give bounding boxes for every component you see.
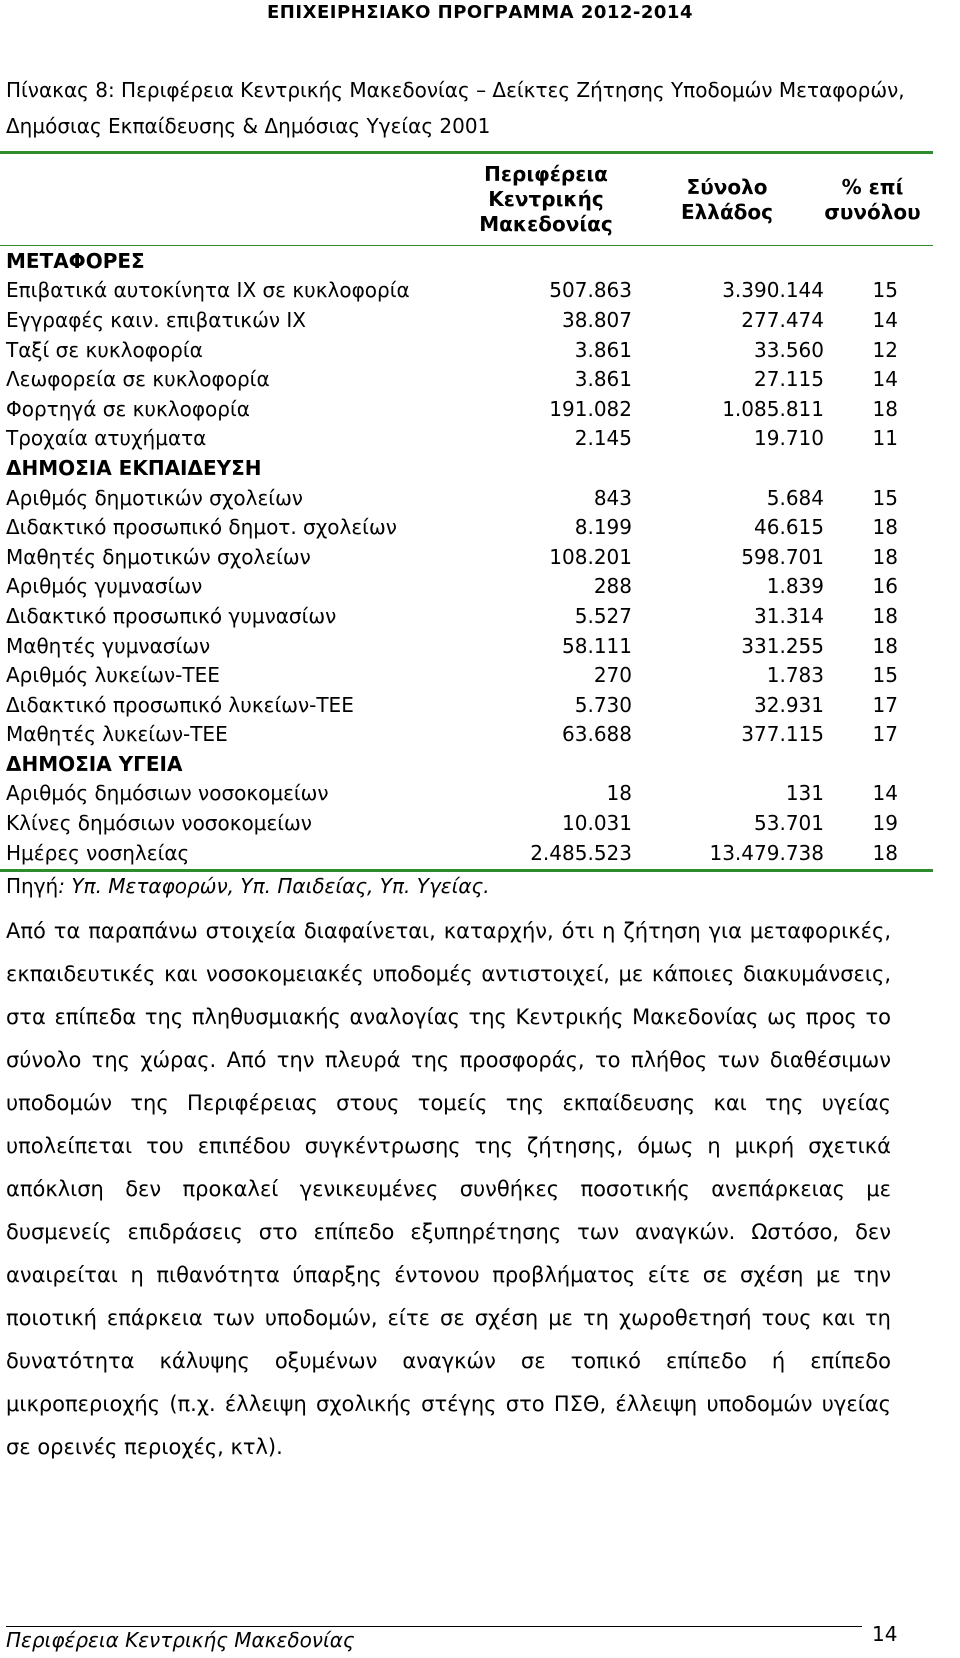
row-label: Μαθητές δημοτικών σχολείων — [6, 544, 311, 569]
cell-percent-value: 14 — [872, 367, 898, 392]
table-header-row — [0, 154, 933, 245]
cell-greece-value: 27.115 — [754, 367, 824, 392]
cell-percent-value: 14 — [872, 307, 898, 332]
footer-title: Περιφέρεια Κεντρικής Μακεδονίας — [6, 1628, 355, 1652]
footer-rule — [6, 1626, 862, 1627]
row-label: Ταξί σε κυκλοφορία — [6, 337, 203, 362]
cell-percent-value: 18 — [872, 603, 898, 628]
column-header-percent: % επί συνόλου — [824, 174, 921, 224]
cell-greece-value: 1.085.811 — [722, 396, 824, 421]
section-row — [0, 246, 933, 276]
cell-percent-value: 11 — [872, 426, 898, 451]
cell-region-value: 843 — [593, 485, 632, 510]
cell-percent-value: 17 — [872, 692, 898, 717]
section-label: ΔΗΜΟΣΙΑ ΥΓΕΙΑ — [6, 751, 183, 776]
table-row — [0, 808, 933, 838]
section-label: ΜΕΤΑΦΟΡΕΣ — [6, 248, 145, 273]
cell-greece-value: 5.684 — [766, 485, 824, 510]
table-row — [0, 276, 933, 306]
section-label: ΔΗΜΟΣΙΑ ΕΚΠΑΙΔΕΥΣΗ — [6, 455, 262, 480]
cell-percent-value: 19 — [872, 811, 898, 836]
row-label: Διδακτικό προσωπικό λυκείων-ΤΕΕ — [6, 692, 354, 717]
column-header-greece: Σύνολο Ελλάδος — [680, 174, 774, 224]
row-label: Αριθμός δημόσιων νοσοκομείων — [6, 781, 329, 806]
cell-greece-value: 277.474 — [741, 307, 824, 332]
row-label: Μαθητές γυμνασίων — [6, 633, 211, 658]
cell-region-value: 191.082 — [549, 396, 632, 421]
row-label: Αριθμός λυκείων-ΤΕΕ — [6, 663, 220, 688]
row-label: Επιβατικά αυτοκίνητα ΙΧ σε κυκλοφορία — [6, 278, 410, 303]
cell-region-value: 108.201 — [549, 544, 632, 569]
table-row — [0, 631, 933, 661]
cell-percent-value: 12 — [872, 337, 898, 362]
row-label: Εγγραφές καιν. επιβατικών ΙΧ — [6, 307, 306, 332]
cell-region-value: 5.730 — [574, 692, 632, 717]
source-prefix: Πηγή — [6, 874, 59, 899]
table-row — [0, 305, 933, 335]
table-row — [0, 424, 933, 454]
table-row — [0, 542, 933, 572]
table-row — [0, 779, 933, 809]
cell-greece-value: 33.560 — [754, 337, 824, 362]
table-row — [0, 335, 933, 365]
cell-region-value: 8.199 — [574, 515, 632, 540]
table-row — [0, 572, 933, 602]
cell-region-value: 63.688 — [562, 722, 632, 747]
cell-greece-value: 13.479.738 — [709, 840, 824, 865]
cell-greece-value: 598.701 — [741, 544, 824, 569]
column-header-region: Περιφέρεια Κεντρικής Μακεδονίας — [479, 162, 613, 236]
cell-greece-value: 3.390.144 — [722, 278, 824, 303]
page-number: 14 — [872, 1622, 898, 1646]
cell-greece-value: 32.931 — [754, 692, 824, 717]
row-label: Μαθητές λυκείων-ΤΕΕ — [6, 722, 228, 747]
data-table — [0, 151, 933, 898]
cell-region-value: 3.861 — [574, 337, 632, 362]
cell-region-value: 507.863 — [549, 278, 632, 303]
table-caption: Πίνακας 8: Περιφέρεια Κεντρικής Μακεδονίας – Δείκτες Ζήτησης Υποδομών Μεταφορών, Δημόσιας Εκπαίδευσης & Δημόσιας Υγείας 2001 — [6, 78, 905, 138]
table-row — [0, 660, 933, 690]
cell-percent-value: 18 — [872, 515, 898, 540]
cell-greece-value: 46.615 — [754, 515, 824, 540]
row-label: Αριθμός δημοτικών σχολείων — [6, 485, 303, 510]
table-row — [0, 838, 933, 868]
table-row — [0, 483, 933, 513]
table-row — [0, 720, 933, 750]
row-label: Διδακτικό προσωπικό δημοτ. σχολείων — [6, 515, 397, 540]
row-label: Διδακτικό προσωπικό γυμνασίων — [6, 603, 337, 628]
cell-region-value: 38.807 — [562, 307, 632, 332]
cell-greece-value: 1.839 — [766, 574, 824, 599]
cell-percent-value: 15 — [872, 663, 898, 688]
cell-percent-value: 14 — [872, 781, 898, 806]
cell-region-value: 2.145 — [574, 426, 632, 451]
section-row — [0, 453, 933, 483]
table-row — [0, 394, 933, 424]
cell-greece-value: 53.701 — [754, 811, 824, 836]
row-label: Κλίνες δημόσιων νοσοκομείων — [6, 811, 312, 836]
cell-region-value: 10.031 — [562, 811, 632, 836]
table-row — [0, 690, 933, 720]
table-row — [0, 364, 933, 394]
cell-greece-value: 377.115 — [741, 722, 824, 747]
cell-region-value: 18 — [606, 781, 632, 806]
cell-percent-value: 18 — [872, 633, 898, 658]
cell-percent-value: 18 — [872, 396, 898, 421]
row-label: Αριθμός γυμνασίων — [6, 574, 203, 599]
table-source — [0, 874, 933, 898]
cell-percent-value: 16 — [872, 574, 898, 599]
cell-greece-value: 19.710 — [754, 426, 824, 451]
cell-region-value: 58.111 — [562, 633, 632, 658]
table-body — [0, 246, 933, 867]
row-label: Λεωφορεία σε κυκλοφορία — [6, 367, 270, 392]
cell-greece-value: 131 — [785, 781, 824, 806]
cell-region-value: 270 — [593, 663, 632, 688]
cell-percent-value: 17 — [872, 722, 898, 747]
cell-region-value: 3.861 — [574, 367, 632, 392]
cell-percent-value: 18 — [872, 544, 898, 569]
cell-greece-value: 31.314 — [754, 603, 824, 628]
table-bottom-rule — [0, 869, 933, 872]
row-label: Φορτηγά σε κυκλοφορία — [6, 396, 250, 421]
row-label: Τροχαία ατυχήματα — [6, 426, 207, 451]
cell-region-value: 5.527 — [574, 603, 632, 628]
cell-region-value: 2.485.523 — [530, 840, 632, 865]
cell-greece-value: 1.783 — [766, 663, 824, 688]
page-header: ΕΠΙΧΕΙΡΗΣΙΑΚΟ ΠΡΟΓΡΑΜΜΑ 2012-2014 — [267, 2, 693, 23]
cell-region-value: 288 — [593, 574, 632, 599]
source-text: : Υπ. Μεταφορών, Υπ. Παιδείας, Υπ. Υγείας. — [58, 874, 490, 899]
cell-greece-value: 331.255 — [741, 633, 824, 658]
row-label: Ημέρες νοσηλείας — [6, 840, 190, 865]
table-row — [0, 601, 933, 631]
table-row — [0, 512, 933, 542]
cell-percent-value: 15 — [872, 485, 898, 510]
body-paragraph: Από τα παραπάνω στοιχεία διαφαίνεται, καταρχήν, ότι η ζήτηση για μεταφορικές, εκπαιδευτικές και νοσοκομειακές υποδομές αντιστοιχεί, με κάποιες διακυμάνσεις, στα επίπεδα της πληθυσμιακής αναλογίας της Κεντρικής Μακεδονίας ως προς το σύνολο της χώρας. Από την πλευρά της προσφοράς, το πλήθος των διαθέσιμων υποδομών της Περιφέρειας στους τομείς της εκπαίδευσης και της υγείας υπολείπεται του επιπέδου συγκέντρωσης της ζήτησης, όμως η μικρή σχετικά απόκλιση δεν προκαλεί γενικευμένες συνθήκες ποσοτικής ανεπάρκειας με δυσμενείς επιδράσεις στο επίπεδο εξυπηρέτησης των αναγκών. Ωστόσο, δεν αναιρείται η πιθανότητα ύπαρξης έντονου προβλήματος είτε σε σχέση με την ποιοτική επάρκεια των υποδομών, είτε σε σχέση με τη χωροθετησή τους και τη δυνατότητα κάλυψης οξυμένων αναγκών σε τοπικό επίπεδο ή επίπεδο μικροπεριοχής (π.χ. έλλειψη σχολικής στέγης στο ΠΣΘ, έλλειψη υποδομών υγείας σε ορεινές περιοχές, κτλ). — [6, 919, 891, 1459]
section-row — [0, 749, 933, 779]
cell-percent-value: 15 — [872, 278, 898, 303]
cell-percent-value: 18 — [872, 840, 898, 865]
